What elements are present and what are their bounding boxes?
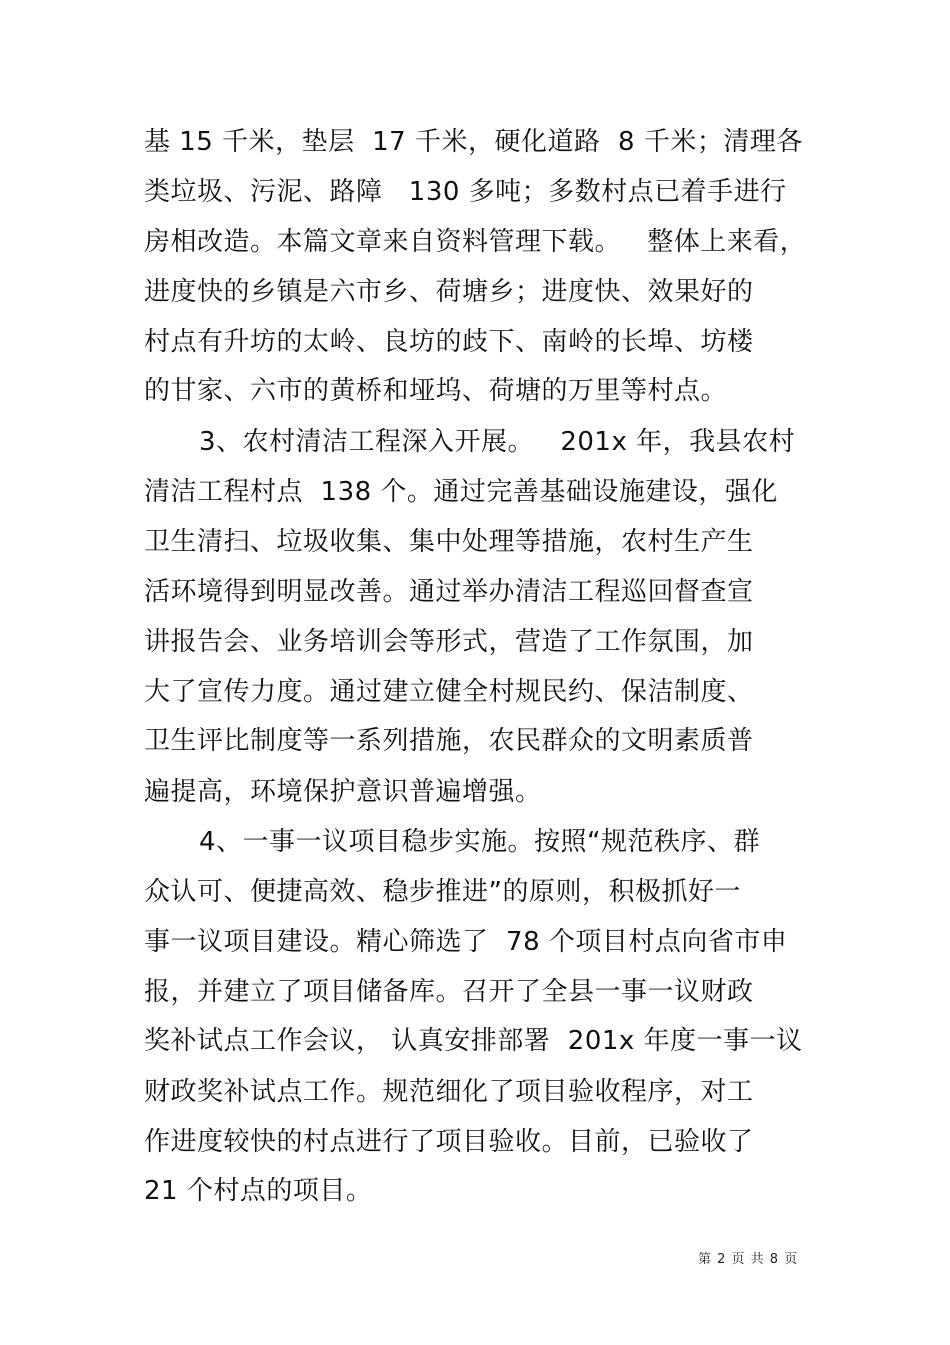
- text-line-18: 报，并建立了项目储备库。召开了全县一事一议财政: [144, 977, 754, 1007]
- text-line-1: 基 15 千米，垫层 17 千米，硬化道路 8 千米；清理各: [144, 127, 803, 157]
- text-line-4: 进度快的乡镇是六市乡、荷塘乡；进度快、效果好的: [144, 277, 754, 307]
- page-number-footer: 第 2 页 共 8 页: [698, 1252, 799, 1267]
- text-line-13: 卫生评比制度等一系列措施，农民群众的文明素质普: [144, 726, 754, 756]
- text-line-14: 遍提高，环境保护意识普遍增强。: [144, 777, 542, 807]
- text-line-2: 类垃圾、污泥、路障 130 多吨；多数村点已着手进行: [144, 177, 787, 207]
- text-line-17: 事一议项目建设。精心筛选了 78 个项目村点向省市申: [144, 927, 788, 957]
- text-line-6: 的甘家、六市的黄桥和垭坞、荷塘的万里等村点。: [144, 376, 728, 406]
- text-line-11: 讲报告会、业务培训会等形式，营造了工作氛围，加: [144, 627, 754, 657]
- text-line-8: 清洁工程村点 138 个。通过完善基础设施建设，强化: [144, 477, 778, 507]
- text-line-3: 房相改造。本篇文章来自资料管理下载。 整体上来看，: [144, 227, 807, 257]
- text-line-9: 卫生清扫、垃圾收集、集中处理等措施，农村生产生: [144, 527, 754, 557]
- paragraph-4-heading-line: 4、一事一议项目稳步实施。按照“规范秩序、群: [199, 827, 761, 857]
- text-line-16: 众认可、便捷高效、稳步推进”的原则，积极抓好一: [144, 877, 741, 907]
- text-line-20: 财政奖补试点工作。规范细化了项目验收程序，对工: [144, 1077, 754, 1107]
- text-line-5: 村点有升坊的太岭、良坊的歧下、南岭的长埠、坊楼: [144, 327, 754, 357]
- paragraph-3-heading-line: 3、农村清洁工程深入开展。 201x 年，我县农村: [199, 427, 796, 457]
- text-line-22: 21 个村点的项目。: [144, 1176, 373, 1206]
- text-line-12: 大了宣传力度。通过建立健全村规民约、保洁制度、: [144, 677, 754, 707]
- text-line-19: 奖补试点工作会议， 认真安排部署 201x 年度一事一议: [144, 1026, 803, 1056]
- text-line-21: 作进度较快的村点进行了项目验收。目前，已验收了: [144, 1127, 754, 1157]
- text-line-10: 活环境得到明显改善。通过举办清洁工程巡回督查宣: [144, 577, 754, 607]
